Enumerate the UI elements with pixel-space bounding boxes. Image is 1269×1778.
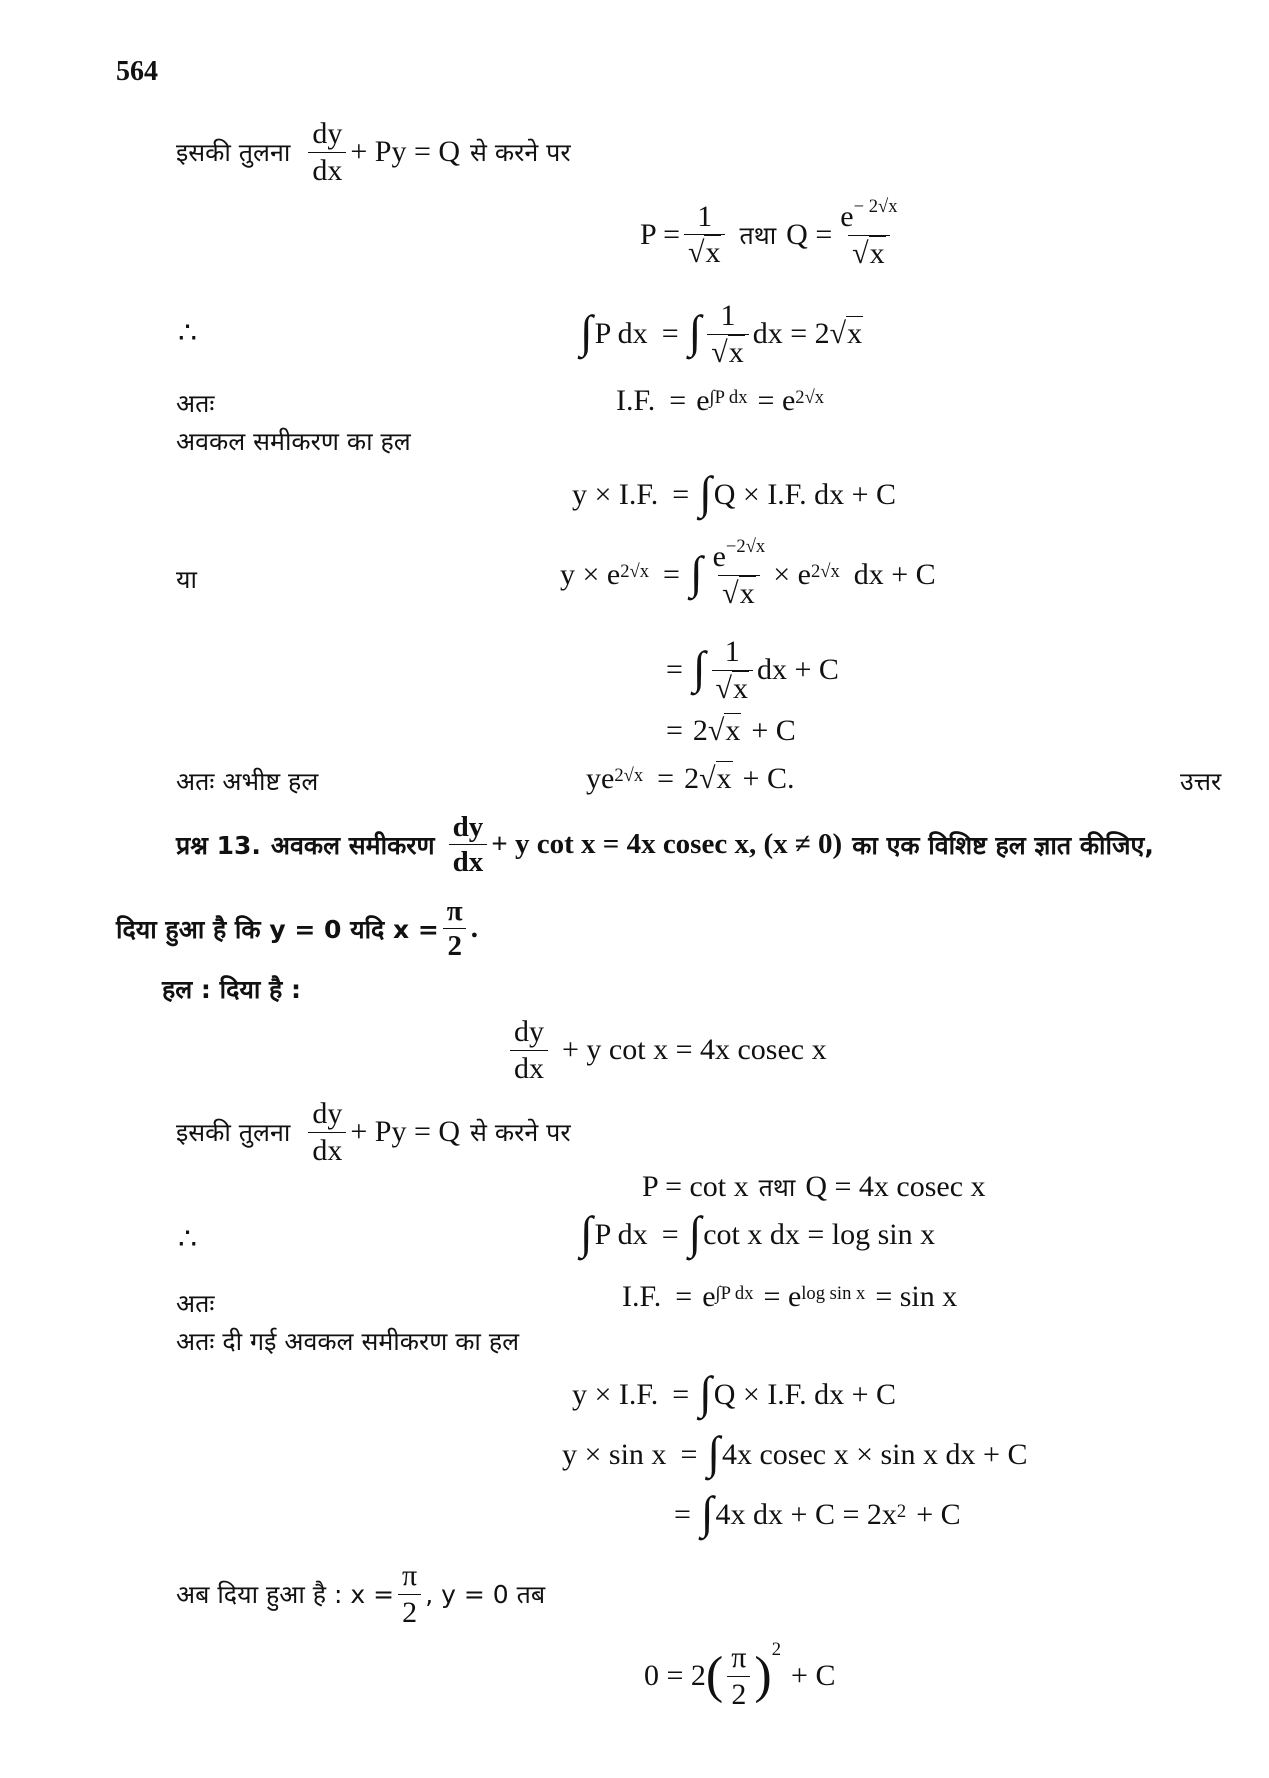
page-number: 564 (116, 56, 158, 87)
s3-a: 2 (692, 714, 708, 747)
answer-marker: उत्तर (1180, 767, 1222, 796)
therefore-symbol-1: ∴ (178, 317, 198, 350)
compare-line-1 (176, 118, 571, 186)
tatha-word: तथा (739, 220, 777, 250)
q-label: Q = (786, 217, 833, 251)
last-tail: + C (791, 1659, 836, 1692)
step3-line-1: = 2 √x + C (666, 714, 796, 747)
p-fraction: $\frac{1}{√x}$ (684, 201, 725, 269)
question-frac-den: dx (449, 844, 488, 877)
linear-form-rest: + Py = Q (350, 1115, 461, 1148)
integral-sign: ∫ (688, 306, 702, 357)
final-b: + C. (742, 762, 795, 795)
last-fraction (727, 1642, 750, 1710)
compare-suffix: से करने पर (470, 1118, 571, 1147)
eq-sign: = (672, 1378, 690, 1411)
ya-fraction: $\frac{e^{-2√x}}{√x}$ (712, 536, 766, 610)
frac-num: dy (312, 117, 343, 150)
final-line-1: ye $^{2√x}$ = 2 √x + C. (586, 762, 795, 795)
compare-line-2 (176, 1098, 571, 1166)
if-right-base: = e (757, 384, 796, 417)
if-line-1 (616, 384, 824, 418)
if-exp-2: ∫P dx (715, 1283, 754, 1305)
s2-fraction: $\frac{1}{√x}$ (712, 636, 753, 704)
solution-line-4 (674, 1487, 961, 1538)
de-rest: + y cot x = 4x cosec x (562, 1033, 827, 1066)
integral-sign: ∫ (699, 467, 712, 518)
final-a: 2 (684, 762, 700, 795)
question-text1: अवकल समीकरण (270, 830, 435, 860)
frac-num: dy (312, 1097, 343, 1130)
intp-fraction: $\frac{1}{√x}$ (707, 300, 748, 368)
last-left: 0 = 2 (644, 1659, 706, 1692)
question-pi-num: π (446, 895, 463, 927)
ya-left-base: y × e (560, 557, 621, 591)
question-pi-den: 2 (443, 928, 466, 961)
question-text2: का एक विशिष्ट हल ज्ञात कीजिए, (852, 830, 1154, 860)
eq-sign: = (657, 762, 675, 795)
integral-sign: ∫ (700, 1487, 714, 1538)
given2-b: , y = 0 तब (425, 1580, 546, 1609)
question-frac-num: dy (452, 811, 484, 843)
if-left-2: I.F. (622, 1280, 662, 1313)
given-heading: हल : दिया है : (162, 975, 302, 1004)
last-sup: 2 (771, 1639, 782, 1660)
p-den: x (705, 236, 721, 269)
compare-phrase: इसकी तुलना (176, 1118, 291, 1147)
ya-mid: × e (773, 557, 811, 591)
ya-label: या (176, 565, 197, 594)
p-label: P = (640, 217, 680, 251)
ya-num-exp: −2√x (725, 536, 766, 558)
if-exp: ∫P dx (709, 387, 748, 409)
final-rad: x (716, 762, 732, 795)
ya-line (560, 536, 936, 610)
given-condition-line (176, 1560, 545, 1628)
compare-suffix: से करने पर (470, 138, 571, 167)
if-end: = sin x (875, 1280, 958, 1313)
intp-right-2: cot x dx = log sin x (703, 1218, 936, 1251)
right-paren: ) (754, 1647, 772, 1704)
ya-num: e (712, 540, 726, 573)
integral-sign: ∫ (692, 642, 706, 693)
question-line2-end: . (470, 912, 478, 945)
ya-tail: dx + C (853, 557, 936, 591)
integral-p-line-2 (580, 1207, 936, 1258)
linear-form-rest: + Py = Q (350, 135, 461, 168)
frac-den: dx (308, 152, 346, 187)
s2-num: 1 (724, 635, 740, 668)
integral-sign: ∫ (699, 1367, 712, 1418)
question-line2-text: दिया हुआ है कि y = 0 यदि x = (116, 914, 439, 944)
last-equation-line (644, 1639, 836, 1711)
sol-left: y × I.F. (572, 478, 659, 511)
s2-den: x (733, 671, 748, 705)
intp-left: P dx (594, 317, 648, 350)
final-left-exp: 2√x (614, 765, 644, 787)
eq-sign: = (669, 384, 687, 417)
s1-right: Q × I.F. dx + C (713, 1378, 897, 1411)
final-label-1: अतः अभीष्ट हल (176, 767, 319, 796)
if-base-2: e (702, 1280, 716, 1313)
de-num: dy (514, 1015, 544, 1048)
solution-heading-2: अतः दी गई अवकल समीकरण का हल (176, 1327, 520, 1356)
last-num: π (731, 1641, 747, 1674)
solution-line-2 (572, 1367, 897, 1418)
given2-num: π (402, 1559, 418, 1592)
dy-dx-fraction (308, 118, 346, 186)
integral-p-line-1: ∫ P dx = ∫ $\frac{1}{√x}$ dx = 2 √x (580, 299, 863, 369)
s3-rad: x (725, 714, 741, 747)
if-left: I.F. (616, 384, 656, 417)
eq-sign: = (663, 557, 680, 591)
ata-label-1: अतः (176, 389, 215, 418)
if-line-2 (622, 1280, 957, 1314)
q-num-exp: − 2√x (853, 196, 898, 218)
s3-right: 4x dx + C = 2x (715, 1498, 897, 1531)
intp-left-2: P dx (594, 1218, 648, 1251)
eq-sign: = (674, 1498, 691, 1531)
given2-a: अब दिया हुआ है : x = (176, 1580, 395, 1609)
final-left-base: ye (586, 762, 615, 795)
intp-num: 1 (720, 299, 736, 332)
p-num: 1 (697, 199, 713, 233)
de-fraction (510, 1016, 548, 1084)
integral-sign: ∫ (580, 306, 593, 357)
p-q-definition-2 (642, 1170, 986, 1204)
question-fraction (449, 812, 488, 878)
integral-sign: ∫ (580, 1207, 593, 1258)
integral-sign: ∫ (707, 1427, 720, 1478)
given2-fraction (398, 1560, 421, 1628)
left-paren: ( (705, 1647, 724, 1704)
ya-mid-exp: 2√x (810, 560, 840, 582)
eq-sign: = (666, 653, 683, 686)
therefore-symbol-2: ∴ (178, 1223, 198, 1256)
solution-line-1 (572, 467, 897, 518)
tatha-word: तथा (758, 1173, 796, 1202)
if-mid-base: = e (763, 1280, 802, 1313)
eq-sign: = (661, 317, 679, 350)
solution-line-3 (562, 1427, 1028, 1478)
de-den: dx (510, 1050, 548, 1085)
last-den: 2 (727, 1676, 750, 1711)
given-de-line (506, 1016, 827, 1084)
s3-sup: 2 (896, 1501, 907, 1523)
s1-left: y × I.F. (572, 1378, 659, 1411)
question-label: प्रश्न 13. (176, 830, 261, 860)
integral-sign: ∫ (688, 1207, 702, 1258)
if-mid-exp: log sin x (801, 1283, 866, 1305)
p-q-definition (640, 196, 906, 270)
compare-phrase: इसकी तुलना (176, 138, 291, 167)
q-num-base: e (840, 200, 854, 233)
question-equation: + y cot x = 4x cosec x, (x ≠ 0) (491, 828, 843, 861)
intp-den: x (728, 335, 744, 369)
s2-right: 4x cosec x × sin x dx + C (721, 1438, 1028, 1471)
q-fraction: $\frac{e^{- 2√x}}{√x}$ (840, 196, 898, 270)
s2-tail: dx + C (757, 653, 839, 686)
intp-rad: x (847, 317, 863, 350)
question-pi-fraction (443, 896, 467, 962)
pq-q: Q = 4x cosec x (805, 1170, 986, 1203)
eq-sign: = (680, 1438, 698, 1471)
ata-label-2: अतः (176, 1289, 215, 1318)
eq-sign: = (666, 714, 683, 747)
if-right-exp: 2√x (795, 387, 825, 409)
ya-den: x (739, 576, 755, 610)
if-base: e (696, 384, 710, 417)
dy-dx-fraction (308, 1098, 346, 1166)
question-13-line-2 (116, 896, 478, 962)
q-den: x (869, 236, 885, 270)
eq-sign: = (661, 1218, 679, 1251)
eq-sign: = (675, 1280, 693, 1313)
eq-sign: = (672, 478, 690, 511)
ya-left-exp: 2√x (620, 560, 650, 582)
integral-sign: ∫ (689, 546, 703, 598)
frac-den: dx (308, 1132, 346, 1167)
step2-line-1 (666, 636, 839, 704)
s2-left: y × sin x (562, 1438, 667, 1471)
given2-den: 2 (398, 1594, 421, 1629)
intp-right: dx = 2 (752, 317, 830, 350)
s3-b: + C (751, 714, 796, 747)
solution-heading-1: अवकल समीकरण का हल (176, 427, 411, 456)
pq-p: P = cot x (642, 1170, 749, 1203)
question-13-line-1 (176, 812, 1154, 878)
sol-right: Q × I.F. dx + C (713, 478, 897, 511)
s3-tail: + C (916, 1498, 961, 1531)
